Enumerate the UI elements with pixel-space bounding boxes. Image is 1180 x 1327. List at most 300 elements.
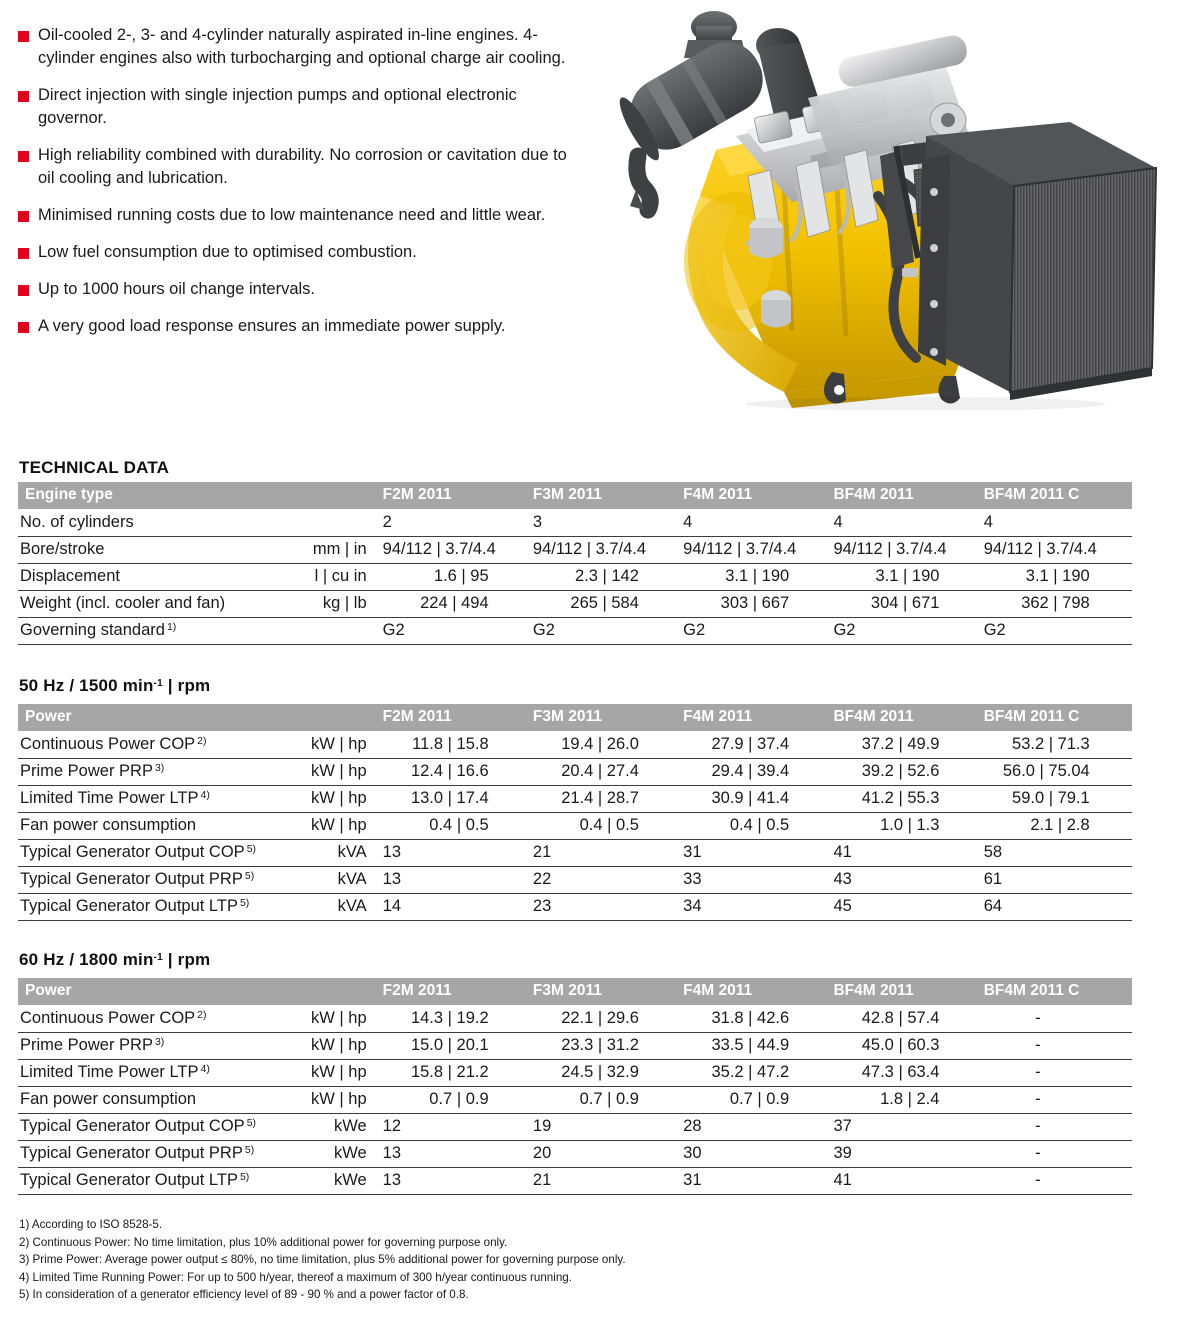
feature-list [18, 24, 578, 352]
cell-value-text: 31.8 | 42.6 [711, 1008, 790, 1027]
column-header-label: Power [18, 704, 270, 731]
table-row [18, 1059, 1132, 1086]
cell-value-text: 19.4 | 26.0 [561, 734, 639, 753]
hz50-title-exponent: -1 [153, 678, 163, 689]
row-unit: l | cu in [270, 563, 380, 590]
cell-value [381, 1005, 531, 1032]
feature-text: High reliability combined with durability. No corrosion or cavitation due to oil cooling and lubrication. [38, 146, 567, 187]
table-row [18, 812, 1132, 839]
row-label-text: Typical Generator Output PRP [20, 870, 243, 888]
feature-item [18, 84, 578, 130]
row-unit: kW | hp [270, 1005, 380, 1032]
row-footnote-marker: 2) [197, 734, 207, 747]
cell-value: 30 [681, 1140, 831, 1167]
hz60-title-main: 60 Hz / 1800 min [19, 950, 154, 969]
cell-value: 2 [381, 509, 531, 536]
row-unit: kW | hp [270, 1086, 380, 1113]
technical-data-title: TECHNICAL DATA [19, 458, 170, 477]
row-label-text: Fan power consumption [20, 1090, 197, 1108]
cell-value-text: 0.7 | 0.9 [729, 1090, 790, 1108]
hz60-title [19, 950, 210, 970]
table-row [18, 1113, 1132, 1140]
cell-value [381, 1086, 531, 1113]
hz60-title-tail: | rpm [162, 950, 211, 969]
cell-value: 33 [681, 866, 831, 893]
row-unit: kVA [270, 866, 380, 893]
hz60-power-table [18, 978, 1132, 1195]
table-body [18, 731, 1132, 920]
feature-item [18, 144, 578, 190]
cell-value: 13 [381, 1167, 531, 1194]
cell-value [831, 731, 981, 758]
cell-value [982, 731, 1132, 758]
cell-value-text: 2.3 | 142 [574, 567, 639, 585]
cell-value-text: 265 | 584 [570, 594, 639, 612]
cell-value-text: 15.8 | 21.2 [410, 1063, 489, 1081]
row-label-text: Typical Generator Output LTP [20, 897, 238, 915]
cell-value-text: 22.1 | 29.6 [561, 1008, 639, 1027]
feature-text: Minimised running costs due to low maintenance need and little wear. [38, 206, 546, 224]
cell-value [681, 1086, 831, 1113]
cell-value [681, 1005, 831, 1032]
cell-value [531, 563, 681, 590]
row-label [18, 1113, 270, 1140]
column-header-engine: BF4M 2011 C [982, 704, 1132, 731]
cell-value-text: 0.4 | 0.5 [579, 816, 639, 834]
cell-value: G2 [681, 617, 831, 644]
column-header-engine: BF4M 2011 [831, 482, 981, 509]
oil-cooler-module [918, 122, 1156, 400]
cell-value-text: 94/112 | 3.7/4.4 [833, 540, 947, 558]
cell-value [831, 812, 981, 839]
table-row [18, 1167, 1132, 1194]
row-label [18, 536, 270, 563]
table-row [18, 1032, 1132, 1059]
cell-value-text: 94/112 | 3.7/4.4 [983, 540, 1097, 558]
cell-value: G2 [531, 617, 681, 644]
table-row [18, 617, 1132, 644]
column-header-unit [270, 482, 380, 509]
row-label-text: Continuous Power COP [20, 734, 196, 753]
row-label [18, 785, 270, 812]
cell-value-text: 224 | 494 [420, 594, 489, 612]
cell-value-text: 56.0 | 75.04 [1002, 762, 1090, 780]
feature-text: A very good load response ensures an immediate power supply. [38, 317, 506, 335]
technical-data-table [18, 482, 1132, 645]
cell-value [831, 758, 981, 785]
row-unit: kW | hp [270, 812, 380, 839]
hz50-title [19, 676, 210, 696]
row-label-text: No. of cylinders [20, 512, 134, 531]
column-header-engine: F3M 2011 [531, 482, 681, 509]
cell-value: - [982, 1167, 1132, 1194]
row-unit: kW | hp [270, 1059, 380, 1086]
row-footnote-marker: 5) [246, 843, 257, 855]
column-header-engine: F3M 2011 [531, 978, 681, 1005]
table-header-row [18, 482, 1132, 509]
cell-value-text: 21.4 | 28.7 [561, 789, 639, 807]
row-label-text: Governing standard [20, 621, 165, 639]
row-label [18, 1086, 270, 1113]
oil-filter-secondary [761, 290, 791, 328]
cell-value: 4 [831, 509, 981, 536]
cell-value: 45 [831, 893, 981, 920]
row-unit: kVA [270, 893, 380, 920]
table-row [18, 866, 1132, 893]
table-row [18, 893, 1132, 920]
oil-filter [749, 217, 783, 258]
column-header-label: Power [18, 978, 270, 1005]
feature-text: Low fuel consumption due to optimised combustion. [38, 243, 417, 261]
row-footnote-marker: 5) [244, 1144, 255, 1156]
feature-item [18, 315, 578, 338]
cell-value: 19 [531, 1113, 681, 1140]
cell-value: G2 [831, 617, 981, 644]
row-label-text: Prime Power PRP [20, 762, 153, 780]
bullet-square-icon [18, 151, 29, 162]
cell-value-text: 24.5 | 32.9 [561, 1063, 639, 1081]
row-unit [270, 509, 380, 536]
engine-product-image [596, 0, 1180, 410]
cell-value [982, 758, 1132, 785]
row-label-text: Bore/stroke [20, 540, 105, 558]
cell-value-text: 362 | 798 [1021, 594, 1090, 612]
cell-value [531, 758, 681, 785]
cell-value-text: 94/112 | 3.7/4.4 [683, 540, 797, 558]
cell-value [681, 731, 831, 758]
table-body [18, 1005, 1132, 1194]
row-label-text: Fan power consumption [20, 816, 197, 834]
cell-value [681, 1059, 831, 1086]
row-label-text: Limited Time Power LTP [20, 1063, 199, 1081]
cell-value [381, 1032, 531, 1059]
feature-text: Up to 1000 hours oil change intervals. [38, 280, 316, 298]
cell-value: 34 [681, 893, 831, 920]
table-row [18, 1005, 1132, 1032]
cell-value: 58 [982, 839, 1132, 866]
feature-item [18, 241, 578, 264]
column-header-engine: F3M 2011 [531, 704, 681, 731]
row-label-text: Typical Generator Output LTP [20, 1171, 238, 1189]
row-label [18, 563, 270, 590]
cell-value [531, 1086, 681, 1113]
column-header-engine: BF4M 2011 C [982, 482, 1132, 509]
table-row [18, 785, 1132, 812]
footnote-item: 5) In consideration of a generator efficiency level of 89 - 90 % and a power factor of 0.8. [19, 1288, 469, 1302]
cell-value-text: 304 | 671 [870, 594, 940, 612]
cell-value [831, 1059, 981, 1086]
row-label [18, 758, 270, 785]
cell-value-text: 0.7 | 0.9 [579, 1090, 639, 1108]
column-header-engine: F4M 2011 [681, 978, 831, 1005]
cell-value: - [982, 1086, 1132, 1113]
feature-item [18, 204, 578, 227]
cell-value: 31 [681, 839, 831, 866]
cell-value [681, 590, 831, 617]
cell-value [681, 536, 831, 563]
cell-value-text: 45.0 | 60.3 [861, 1036, 940, 1054]
cell-value: 37 [831, 1113, 981, 1140]
cell-value [531, 1032, 681, 1059]
cell-value [381, 1059, 531, 1086]
bullet-square-icon [18, 91, 29, 102]
cell-value-text: 23.3 | 31.2 [561, 1036, 639, 1054]
cell-value-text: 0.4 | 0.5 [729, 816, 790, 834]
cell-value: 4 [681, 509, 831, 536]
feature-text: Oil-cooled 2-, 3- and 4-cylinder naturally aspirated in-line engines. 4-cylinder engines also with turbocharging and optional charge air cooling. [38, 26, 566, 67]
cell-value [982, 785, 1132, 812]
table-row [18, 731, 1132, 758]
cell-value-text: 59.0 | 79.1 [1012, 789, 1090, 807]
column-header-unit [270, 704, 380, 731]
cell-value-text: 0.7 | 0.9 [429, 1090, 489, 1108]
footnote-item: 4) Limited Time Running Power: For up to 500 h/year, thereof a maximum of 300 h/year continuous running. [19, 1270, 572, 1284]
row-label [18, 839, 270, 866]
cell-value [381, 785, 531, 812]
table-row [18, 758, 1132, 785]
cell-value [831, 590, 981, 617]
feature-item [18, 24, 578, 70]
row-footnote-marker: 5) [239, 1171, 250, 1183]
row-unit: kW | hp [270, 758, 380, 785]
row-footnote-marker: 5) [239, 897, 250, 909]
cell-value-text: 29.4 | 39.4 [711, 762, 790, 780]
table-header-row [18, 978, 1132, 1005]
bullet-square-icon [18, 285, 29, 296]
row-unit: kW | hp [270, 731, 380, 758]
feature-text: Direct injection with single injection pumps and optional electronic governor. [38, 86, 517, 127]
cell-value: 43 [831, 866, 981, 893]
cell-value [681, 1032, 831, 1059]
cell-value: 61 [982, 866, 1132, 893]
table-row [18, 1140, 1132, 1167]
cell-value-text: 0.4 | 0.5 [429, 816, 489, 834]
cell-value: 13 [381, 866, 531, 893]
cell-value-text: 41.2 | 55.3 [861, 789, 940, 807]
cell-value: 31 [681, 1167, 831, 1194]
cell-value-text: 15.0 | 20.1 [410, 1036, 489, 1054]
footnote-item: 2) Continuous Power: No time limitation, plus 10% additional power for governing purpose only. [19, 1235, 508, 1249]
row-label [18, 1059, 270, 1086]
cell-value [381, 536, 531, 563]
cell-value-text: 1.6 | 95 [433, 567, 489, 585]
row-unit: kWe [270, 1140, 380, 1167]
hz50-title-main: 50 Hz / 1500 min [19, 676, 154, 695]
table-body [18, 509, 1132, 644]
cell-value [381, 590, 531, 617]
row-footnote-marker: 5) [244, 870, 255, 882]
cell-value: 21 [531, 1167, 681, 1194]
row-label-text: Prime Power PRP [20, 1036, 153, 1054]
cell-value: 4 [982, 509, 1132, 536]
table-row [18, 1086, 1132, 1113]
cell-value: 23 [531, 893, 681, 920]
table-row [18, 509, 1132, 536]
cell-value: - [982, 1059, 1132, 1086]
footnote-item: 1) According to ISO 8528-5. [19, 1218, 163, 1231]
cell-value [831, 1032, 981, 1059]
bullet-square-icon [18, 248, 29, 259]
cell-value: 22 [531, 866, 681, 893]
cell-value: - [982, 1113, 1132, 1140]
cell-value-text: 11.8 | 15.8 [412, 734, 489, 753]
row-footnote-marker: 2) [197, 1008, 207, 1021]
cell-value-text: 94/112 | 3.7/4.4 [382, 540, 496, 558]
row-unit [270, 617, 380, 644]
cell-value: 12 [381, 1113, 531, 1140]
cell-value: 13 [381, 1140, 531, 1167]
cell-value [681, 812, 831, 839]
row-label-text: Typical Generator Output COP [20, 843, 245, 861]
cell-value-text: 12.4 | 16.6 [410, 762, 489, 780]
cell-value: 64 [982, 893, 1132, 920]
cell-value [982, 590, 1132, 617]
cell-value: 13 [381, 839, 531, 866]
table-row [18, 536, 1132, 563]
row-unit: kWe [270, 1113, 380, 1140]
bullet-square-icon [18, 322, 29, 333]
cell-value: - [982, 1005, 1132, 1032]
cell-value: 39 [831, 1140, 981, 1167]
cell-value [982, 536, 1132, 563]
cell-value: 21 [531, 839, 681, 866]
footnote-item: 3) Prime Power: Average power output ≤ 80%, no time limitation, plus 5% additional power for governing purpose only. [19, 1253, 626, 1267]
cell-value [381, 563, 531, 590]
cell-value [381, 731, 531, 758]
cell-value [831, 563, 981, 590]
cell-value [531, 590, 681, 617]
row-footnote-marker: 4) [200, 1063, 210, 1075]
cell-value-text: 1.8 | 2.4 [880, 1090, 940, 1108]
cell-value-text: 33.5 | 44.9 [711, 1036, 790, 1054]
row-label [18, 731, 270, 758]
cell-value [831, 1086, 981, 1113]
row-label [18, 893, 270, 920]
cell-value [681, 785, 831, 812]
cell-value: G2 [381, 617, 531, 644]
cell-value: 3 [531, 509, 681, 536]
cell-value-text: 37.2 | 49.9 [861, 734, 940, 753]
table-row [18, 563, 1132, 590]
cell-value-text: 42.8 | 57.4 [861, 1008, 940, 1027]
cell-value [831, 785, 981, 812]
column-header-engine: F2M 2011 [381, 704, 531, 731]
cell-value [531, 1059, 681, 1086]
cell-value [531, 812, 681, 839]
row-label [18, 617, 270, 644]
cell-value-text: 303 | 667 [720, 594, 790, 612]
row-label-text: Displacement [20, 567, 120, 585]
cell-value [531, 731, 681, 758]
row-footnote-marker: 4) [200, 789, 210, 801]
cell-value [982, 812, 1132, 839]
column-header-engine: BF4M 2011 [831, 978, 981, 1005]
cell-value: 41 [831, 1167, 981, 1194]
cell-value [531, 1005, 681, 1032]
cell-value: - [982, 1140, 1132, 1167]
column-header-unit [270, 978, 380, 1005]
row-label [18, 1005, 270, 1032]
row-label-text: Typical Generator Output PRP [20, 1144, 243, 1162]
cell-value: 20 [531, 1140, 681, 1167]
cell-value-text: 94/112 | 3.7/4.4 [532, 540, 647, 558]
cell-value-text: 30.9 | 41.4 [711, 789, 790, 807]
row-label-text: Typical Generator Output COP [20, 1117, 245, 1135]
hz50-power-table [18, 704, 1132, 921]
cell-value [381, 758, 531, 785]
bullet-square-icon [18, 211, 29, 222]
cell-value: G2 [982, 617, 1132, 644]
row-label [18, 590, 270, 617]
row-label [18, 1167, 270, 1194]
column-header-engine: F2M 2011 [381, 482, 531, 509]
cell-value [531, 785, 681, 812]
table-row [18, 839, 1132, 866]
cell-value: 14 [381, 893, 531, 920]
cell-value [831, 536, 981, 563]
cell-value [681, 563, 831, 590]
row-footnote-marker: 3) [154, 1036, 165, 1048]
row-label [18, 866, 270, 893]
cell-value-text: 3.1 | 190 [875, 567, 940, 585]
row-label [18, 1140, 270, 1167]
cell-value-text: 13.0 | 17.4 [410, 789, 489, 807]
row-unit: kW | hp [270, 785, 380, 812]
cell-value-text: 3.1 | 190 [725, 567, 790, 585]
column-header-engine: BF4M 2011 C [982, 978, 1132, 1005]
column-header-label: Engine type [18, 482, 270, 509]
row-label [18, 812, 270, 839]
row-unit: kVA [270, 839, 380, 866]
table-row [18, 590, 1132, 617]
row-unit: kW | hp [270, 1032, 380, 1059]
hz50-title-tail: | rpm [162, 676, 211, 695]
row-footnote-marker: 5) [246, 1117, 257, 1129]
cell-value-text: 47.3 | 63.4 [861, 1063, 940, 1081]
hz60-title-exponent: -1 [153, 952, 163, 963]
row-label [18, 509, 270, 536]
feature-item [18, 278, 578, 301]
row-footnote-marker: 3) [154, 762, 165, 774]
cell-value-text: 1.0 | 1.3 [880, 816, 940, 834]
row-unit: kg | lb [270, 590, 380, 617]
bullet-square-icon [18, 31, 29, 42]
row-unit: mm | in [270, 536, 380, 563]
footnote-list [19, 1216, 1119, 1304]
cell-value-text: 20.4 | 27.4 [561, 762, 639, 780]
cell-value [381, 812, 531, 839]
cell-value: - [982, 1032, 1132, 1059]
cell-value-text: 3.1 | 190 [1025, 567, 1090, 585]
column-header-engine: F4M 2011 [681, 704, 831, 731]
cell-value-text: 35.2 | 47.2 [711, 1063, 790, 1081]
cell-value: 28 [681, 1113, 831, 1140]
cell-value [831, 1005, 981, 1032]
cell-value [681, 758, 831, 785]
row-label-text: Weight (incl. cooler and fan) [20, 594, 226, 612]
row-label-text: Limited Time Power LTP [20, 789, 199, 807]
row-unit: kWe [270, 1167, 380, 1194]
row-footnote-marker: 1) [166, 621, 177, 633]
column-header-engine: F2M 2011 [381, 978, 531, 1005]
table-header-row [18, 704, 1132, 731]
column-header-engine: BF4M 2011 [831, 704, 981, 731]
cell-value: 41 [831, 839, 981, 866]
cell-value-text: 53.2 | 71.3 [1012, 734, 1090, 753]
row-label-text: Continuous Power COP [20, 1008, 196, 1027]
cell-value-text: 27.9 | 37.4 [711, 734, 790, 753]
row-label [18, 1032, 270, 1059]
